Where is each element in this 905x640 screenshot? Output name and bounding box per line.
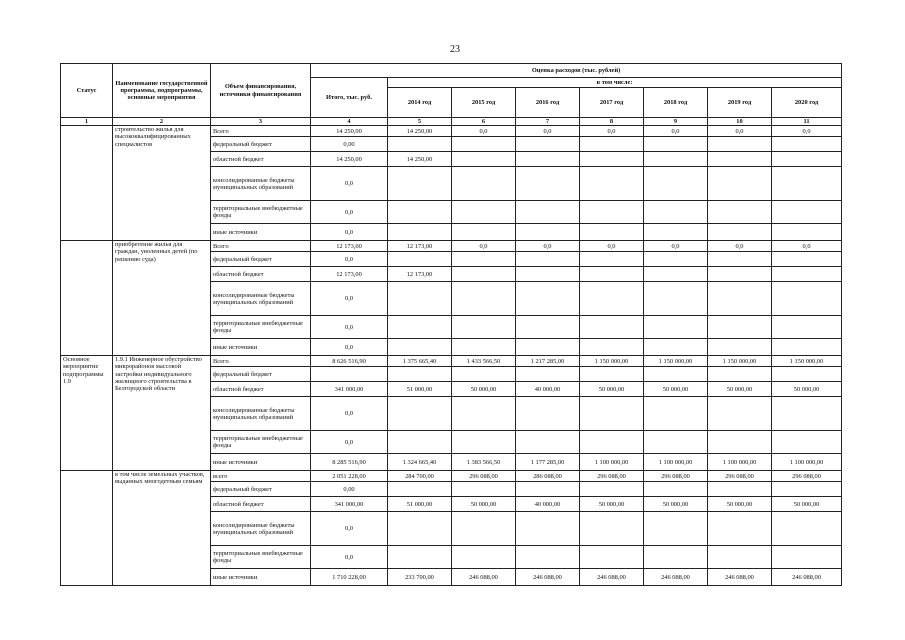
year-value-cell <box>516 397 580 431</box>
funding-source-cell: всего <box>211 471 311 482</box>
financing-table <box>60 63 842 586</box>
year-value-cell <box>388 431 452 454</box>
column-number: 2 <box>113 118 211 126</box>
year-value-cell <box>644 201 708 224</box>
program-name-cell: приобретение жилья для граждан, уволенных детей (по решению суда) <box>113 241 211 356</box>
year-value-cell <box>452 431 516 454</box>
year-value-cell <box>644 282 708 316</box>
column-number: 4 <box>311 118 388 126</box>
year-value-cell <box>580 482 644 497</box>
year-value-cell: 296 088,00 <box>644 471 708 482</box>
year-value-cell <box>708 431 772 454</box>
year-value-cell <box>644 546 708 569</box>
year-value-cell <box>772 397 842 431</box>
funding-source-cell: федеральный бюджет <box>211 137 311 152</box>
year-value-cell: 246 088,00 <box>772 569 842 586</box>
year-value-cell <box>580 167 644 201</box>
year-value-cell: 1 100 000,00 <box>772 454 842 471</box>
year-value-cell: 50 000,00 <box>580 382 644 397</box>
year-value-cell <box>516 137 580 152</box>
total-value-cell: 0,0 <box>311 546 388 569</box>
year-value-cell <box>772 224 842 241</box>
funding-source-cell: консолидированные бюджеты муниципальных образований <box>211 397 311 431</box>
year-value-cell: 0,0 <box>452 126 516 137</box>
year-value-cell: 246 088,00 <box>644 569 708 586</box>
year-value-cell: 40 000,00 <box>516 382 580 397</box>
year-value-cell <box>644 152 708 167</box>
column-number: 11 <box>772 118 842 126</box>
header-total: Итого, тыс. руб. <box>311 78 388 118</box>
year-value-cell: 1 150 000,00 <box>644 356 708 367</box>
year-value-cell <box>452 482 516 497</box>
year-value-cell <box>580 431 644 454</box>
year-value-cell <box>452 316 516 339</box>
year-value-cell <box>708 339 772 356</box>
table-row <box>61 356 842 367</box>
year-value-cell <box>772 339 842 356</box>
year-value-cell <box>452 546 516 569</box>
total-value-cell: 2 051 228,00 <box>311 471 388 482</box>
total-value-cell: 8 285 516,90 <box>311 454 388 471</box>
header-year: 2016 год <box>516 88 580 118</box>
year-value-cell: 1 177 285,00 <box>516 454 580 471</box>
total-value-cell: 341 000,00 <box>311 382 388 397</box>
year-value-cell <box>644 431 708 454</box>
funding-source-cell: областной бюджет <box>211 497 311 512</box>
year-value-cell <box>580 512 644 546</box>
year-value-cell <box>708 316 772 339</box>
year-value-cell <box>516 201 580 224</box>
year-value-cell: 51 000,00 <box>388 382 452 397</box>
total-value-cell: 0,0 <box>311 316 388 339</box>
funding-source-cell: Всего <box>211 126 311 137</box>
year-value-cell <box>580 367 644 382</box>
year-value-cell <box>388 167 452 201</box>
funding-source-cell: областной бюджет <box>211 267 311 282</box>
header-expenses: Оценка расходов (тыс. рублей) <box>311 64 842 78</box>
year-value-cell <box>708 152 772 167</box>
year-value-cell <box>772 252 842 267</box>
header-year: 2018 год <box>644 88 708 118</box>
year-value-cell <box>452 224 516 241</box>
total-value-cell: 1 710 228,00 <box>311 569 388 586</box>
year-value-cell <box>708 167 772 201</box>
year-value-cell <box>388 339 452 356</box>
header-status: Статус <box>61 64 113 118</box>
year-value-cell <box>580 152 644 167</box>
year-value-cell: 246 088,00 <box>708 569 772 586</box>
page-number: 23 <box>450 44 460 55</box>
funding-source-cell: иные источники <box>211 454 311 471</box>
year-value-cell <box>708 224 772 241</box>
total-value-cell: 0,0 <box>311 339 388 356</box>
total-value-cell <box>311 367 388 382</box>
column-number: 5 <box>388 118 452 126</box>
year-value-cell: 0,0 <box>516 241 580 252</box>
year-value-cell: 0,0 <box>580 241 644 252</box>
year-value-cell: 50 000,00 <box>772 497 842 512</box>
year-value-cell: 50 000,00 <box>708 382 772 397</box>
year-value-cell: 0,0 <box>644 126 708 137</box>
total-value-cell: 0,0 <box>311 431 388 454</box>
year-value-cell: 1 150 000,00 <box>580 356 644 367</box>
year-value-cell <box>516 167 580 201</box>
header-year: 2017 год <box>580 88 644 118</box>
funding-source-cell: федеральный бюджет <box>211 482 311 497</box>
status-cell <box>61 471 113 586</box>
year-value-cell: 50 000,00 <box>644 382 708 397</box>
year-value-cell <box>708 137 772 152</box>
year-value-cell: 1 100 000,00 <box>580 454 644 471</box>
total-value-cell: 0,00 <box>311 137 388 152</box>
year-value-cell: 50 000,00 <box>708 497 772 512</box>
header-name: Наименование государственной программы, подпрограммы, основные мероприятия <box>113 64 211 118</box>
year-value-cell <box>708 482 772 497</box>
funding-source-cell: иные источники <box>211 569 311 586</box>
status-cell <box>61 126 113 241</box>
program-name-cell: 1.9.1 Инженерное обустройство микрорайонов массовой застройки индивидуального жилищного строительства в Белгородской области <box>113 356 211 471</box>
year-value-cell <box>644 224 708 241</box>
year-value-cell <box>580 316 644 339</box>
year-value-cell: 40 000,00 <box>516 497 580 512</box>
year-value-cell <box>772 482 842 497</box>
year-value-cell <box>644 252 708 267</box>
year-value-cell: 14 250,00 <box>388 126 452 137</box>
year-value-cell <box>644 367 708 382</box>
year-value-cell <box>708 252 772 267</box>
year-value-cell <box>708 512 772 546</box>
year-value-cell <box>580 224 644 241</box>
year-value-cell <box>516 367 580 382</box>
year-value-cell <box>452 167 516 201</box>
funding-source-cell: Всего <box>211 241 311 252</box>
year-value-cell <box>708 282 772 316</box>
header-source: Объем финансирования, источники финансирования <box>211 64 311 118</box>
year-value-cell <box>516 431 580 454</box>
column-number: 7 <box>516 118 580 126</box>
column-number: 9 <box>644 118 708 126</box>
year-value-cell <box>516 152 580 167</box>
funding-source-cell: областной бюджет <box>211 382 311 397</box>
year-value-cell <box>772 152 842 167</box>
year-value-cell: 284 700,00 <box>388 471 452 482</box>
column-number: 8 <box>580 118 644 126</box>
year-value-cell: 286 088,00 <box>516 471 580 482</box>
year-value-cell: 1 100 000,00 <box>644 454 708 471</box>
year-value-cell <box>580 546 644 569</box>
year-value-cell: 0,0 <box>772 126 842 137</box>
status-cell: Основное мероприятие подпрограммы 1.9 <box>61 356 113 471</box>
year-value-cell <box>516 546 580 569</box>
year-value-cell: 50 000,00 <box>580 497 644 512</box>
header-year: 2015 год <box>452 88 516 118</box>
year-value-cell: 296 088,00 <box>452 471 516 482</box>
total-value-cell: 14 250,00 <box>311 126 388 137</box>
funding-source-cell: консолидированные бюджеты муниципальных образований <box>211 282 311 316</box>
year-value-cell <box>388 252 452 267</box>
year-value-cell <box>644 397 708 431</box>
year-value-cell <box>388 224 452 241</box>
year-value-cell <box>516 267 580 282</box>
year-value-cell: 1 383 566,50 <box>452 454 516 471</box>
year-value-cell: 0,0 <box>772 241 842 252</box>
column-number: 10 <box>708 118 772 126</box>
year-value-cell: 14 250,00 <box>388 152 452 167</box>
year-value-cell <box>580 267 644 282</box>
year-value-cell: 0,0 <box>516 126 580 137</box>
funding-source-cell: консолидированные бюджеты муниципальных образований <box>211 167 311 201</box>
program-name-cell: в том числе земельных участков, выданных многодетным семьям <box>113 471 211 586</box>
year-value-cell <box>772 512 842 546</box>
year-value-cell <box>580 201 644 224</box>
header-incl: в том числе: <box>388 78 842 88</box>
total-value-cell: 12 173,00 <box>311 267 388 282</box>
year-value-cell: 1 217 285,00 <box>516 356 580 367</box>
year-value-cell <box>772 316 842 339</box>
total-value-cell: 0,0 <box>311 201 388 224</box>
year-value-cell <box>644 482 708 497</box>
year-value-cell <box>452 267 516 282</box>
year-value-cell <box>452 137 516 152</box>
total-value-cell: 341 000,00 <box>311 497 388 512</box>
year-value-cell <box>580 397 644 431</box>
year-value-cell: 50 000,00 <box>452 497 516 512</box>
year-value-cell: 1 100 000,00 <box>708 454 772 471</box>
funding-source-cell: консолидированные бюджеты муниципальных образований <box>211 512 311 546</box>
year-value-cell <box>772 137 842 152</box>
year-value-cell <box>580 282 644 316</box>
year-value-cell: 0,0 <box>580 126 644 137</box>
year-value-cell <box>452 397 516 431</box>
year-value-cell <box>708 367 772 382</box>
funding-source-cell: территориальные внебюджетные фонды <box>211 546 311 569</box>
year-value-cell <box>580 137 644 152</box>
year-value-cell: 1 433 566,50 <box>452 356 516 367</box>
year-value-cell: 1 150 000,00 <box>708 356 772 367</box>
year-value-cell <box>516 252 580 267</box>
year-value-cell: 0,0 <box>708 126 772 137</box>
header-year: 2019 год <box>708 88 772 118</box>
year-value-cell <box>644 137 708 152</box>
year-value-cell <box>772 201 842 224</box>
year-value-cell <box>644 339 708 356</box>
year-value-cell: 51 000,00 <box>388 497 452 512</box>
year-value-cell: 50 000,00 <box>452 382 516 397</box>
year-value-cell: 1 150 000,00 <box>772 356 842 367</box>
year-value-cell <box>644 167 708 201</box>
year-value-cell: 12 173,00 <box>388 241 452 252</box>
year-value-cell: 0,0 <box>708 241 772 252</box>
year-value-cell <box>388 282 452 316</box>
year-value-cell <box>388 137 452 152</box>
year-value-cell: 1 375 665,40 <box>388 356 452 367</box>
year-value-cell: 246 088,00 <box>580 569 644 586</box>
funding-source-cell: иные источники <box>211 339 311 356</box>
year-value-cell <box>452 512 516 546</box>
year-value-cell <box>580 252 644 267</box>
year-value-cell <box>644 512 708 546</box>
year-value-cell <box>772 282 842 316</box>
year-value-cell <box>452 252 516 267</box>
funding-source-cell: территориальные внебюджетные фонды <box>211 201 311 224</box>
year-value-cell <box>388 201 452 224</box>
year-value-cell <box>388 367 452 382</box>
total-value-cell: 0,0 <box>311 252 388 267</box>
funding-source-cell: областной бюджет <box>211 152 311 167</box>
year-value-cell <box>772 546 842 569</box>
funding-source-cell: Всего <box>211 356 311 367</box>
table-row <box>61 126 842 137</box>
year-value-cell <box>452 201 516 224</box>
funding-source-cell: федеральный бюджет <box>211 367 311 382</box>
program-name-cell: строительство жилья для высококвалифицированных специалистов <box>113 126 211 241</box>
funding-source-cell: территориальные внебюджетные фонды <box>211 431 311 454</box>
year-value-cell <box>516 316 580 339</box>
year-value-cell <box>772 167 842 201</box>
column-number: 3 <box>211 118 311 126</box>
total-value-cell: 0,0 <box>311 397 388 431</box>
year-value-cell: 0,0 <box>644 241 708 252</box>
year-value-cell <box>516 282 580 316</box>
year-value-cell: 296 088,00 <box>772 471 842 482</box>
year-value-cell <box>388 482 452 497</box>
year-value-cell <box>516 224 580 241</box>
total-value-cell: 0,0 <box>311 282 388 316</box>
year-value-cell: 0,0 <box>452 241 516 252</box>
year-value-cell: 12 173,00 <box>388 267 452 282</box>
year-value-cell: 1 324 665,40 <box>388 454 452 471</box>
year-value-cell <box>708 267 772 282</box>
year-value-cell <box>772 431 842 454</box>
year-value-cell <box>708 397 772 431</box>
year-value-cell: 296 088,00 <box>708 471 772 482</box>
year-value-cell <box>452 152 516 167</box>
year-value-cell: 296 088,00 <box>580 471 644 482</box>
year-value-cell <box>772 267 842 282</box>
total-value-cell: 0,0 <box>311 167 388 201</box>
year-value-cell <box>388 316 452 339</box>
year-value-cell: 246 088,00 <box>516 569 580 586</box>
year-value-cell <box>516 339 580 356</box>
year-value-cell <box>644 267 708 282</box>
total-value-cell: 0,0 <box>311 224 388 241</box>
total-value-cell: 0,0 <box>311 512 388 546</box>
header-year: 2014 год <box>388 88 452 118</box>
year-value-cell <box>516 512 580 546</box>
total-value-cell: 8 626 516,90 <box>311 356 388 367</box>
funding-source-cell: иные источники <box>211 224 311 241</box>
status-cell <box>61 241 113 356</box>
year-value-cell <box>516 482 580 497</box>
year-value-cell <box>708 201 772 224</box>
year-value-cell <box>388 546 452 569</box>
table-row <box>61 471 842 482</box>
header-year: 2020 год <box>772 88 842 118</box>
year-value-cell <box>580 339 644 356</box>
year-value-cell <box>388 512 452 546</box>
year-value-cell <box>708 546 772 569</box>
total-value-cell: 12 173,00 <box>311 241 388 252</box>
total-value-cell: 0,00 <box>311 482 388 497</box>
total-value-cell: 14 250,00 <box>311 152 388 167</box>
year-value-cell <box>452 367 516 382</box>
column-number: 1 <box>61 118 113 126</box>
year-value-cell: 233 700,00 <box>388 569 452 586</box>
year-value-cell <box>452 339 516 356</box>
table-row <box>61 241 842 252</box>
funding-source-cell: федеральный бюджет <box>211 252 311 267</box>
year-value-cell: 246 088,00 <box>452 569 516 586</box>
year-value-cell <box>388 397 452 431</box>
year-value-cell: 50 000,00 <box>644 497 708 512</box>
funding-source-cell: территориальные внебюджетные фонды <box>211 316 311 339</box>
year-value-cell <box>772 367 842 382</box>
year-value-cell <box>452 282 516 316</box>
column-number: 6 <box>452 118 516 126</box>
year-value-cell <box>644 316 708 339</box>
year-value-cell: 50 000,00 <box>772 382 842 397</box>
